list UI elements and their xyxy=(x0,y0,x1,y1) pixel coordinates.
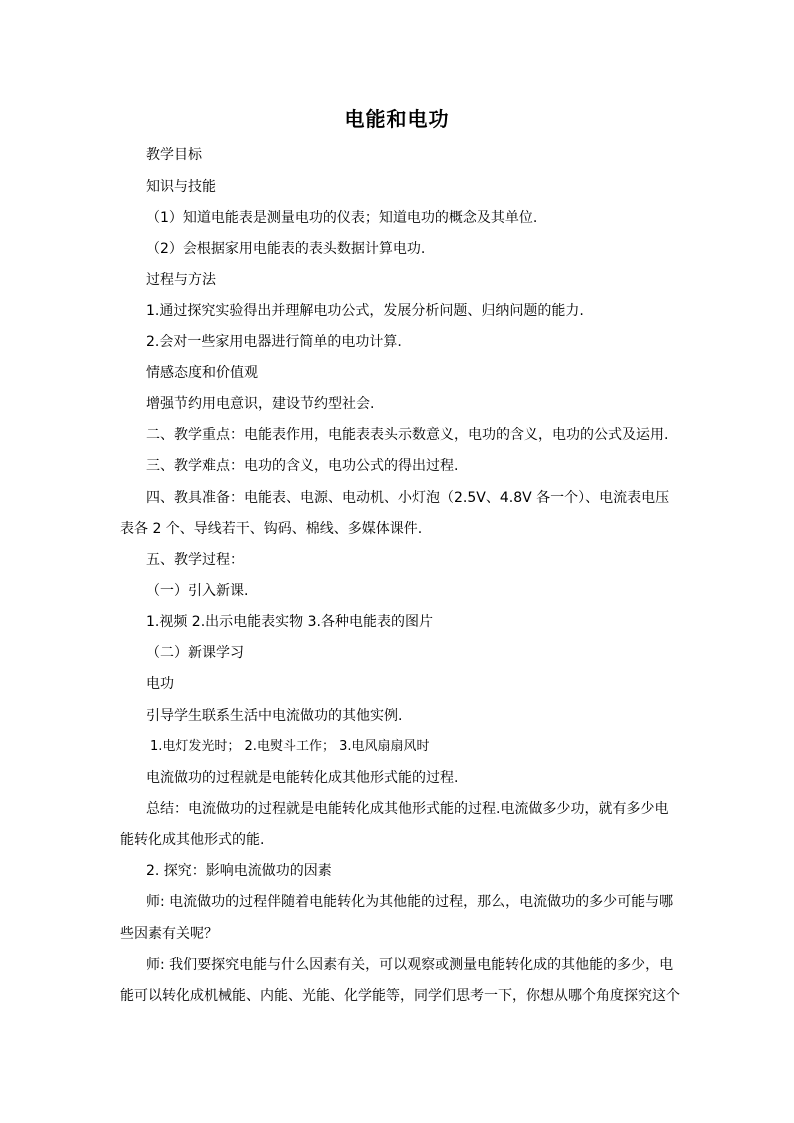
explore-heading: 2. 探究：影响电流做功的因素 xyxy=(146,863,332,879)
goal-item-1: （1）知道电能表是测量电功的仪表；知道电功的概念及其单位. xyxy=(146,210,538,226)
section-new-lesson-study: （二）新课学习 xyxy=(146,645,244,661)
work-process-statement: 电流做功的过程就是电能转化成其他形式能的过程. xyxy=(146,770,459,786)
subheading-knowledge-skills: 知识与技能 xyxy=(146,179,216,195)
teaching-key-points: 二、教学重点：电能表作用，电能表表头示数意义，电功的含义，电功的公式及运用. xyxy=(146,427,669,443)
document-title: 电能和电功 xyxy=(344,107,450,131)
examples-line: 1.电灯发光时； 2.电熨斗工作； 3.电风扇扇风时 xyxy=(150,739,430,754)
guide-students-line: 引导学生联系生活中电流做功的其他实例. xyxy=(146,708,403,724)
teaching-process-heading: 五、教学过程： xyxy=(146,552,244,568)
process-item-1: 1.通过探究实验得出并理解电功公式，发展分析问题、归纳问题的能力. xyxy=(146,303,584,319)
subheading-process-methods: 过程与方法 xyxy=(146,272,216,288)
teaching-difficulties: 三、教学难点：电功的含义，电功公式的得出过程. xyxy=(146,458,459,474)
teacher-statement-2-cont: 能可以转化成机械能、内能、光能、化学能等，同学们思考一下，你想从哪个角度探究这个 xyxy=(120,988,680,1004)
subheading-attitude-values: 情感态度和价值观 xyxy=(146,365,258,381)
teacher-statement-2: 师: 我们要探究电能与什么因素有关，可以观察或测量电能转化成的其他能的多少，电 xyxy=(146,957,674,973)
teaching-aids: 四、教具准备：电能表、电源、电动机、小灯泡（2.5V、4.8V 各一个）、电流表电压 xyxy=(146,490,670,506)
summary-line: 总结：电流做功的过程就是电能转化成其他形式能的过程.电流做多少功，就有多少电 xyxy=(146,801,669,817)
intro-items: 1.视频 2.出示电能表实物 3.各种电能表的图片 xyxy=(146,614,433,630)
attitude-item: 增强节约用电意识，建设节约型社会. xyxy=(146,396,375,412)
teacher-question-1-cont: 些因素有关呢？ xyxy=(120,926,218,942)
process-item-2: 2.会对一些家用电器进行简单的电功计算. xyxy=(146,334,402,350)
summary-line-cont: 能转化成其他形式的能. xyxy=(120,832,265,848)
goal-item-2: （2）会根据家用电能表的表头数据计算电功. xyxy=(146,241,426,257)
teaching-aids-cont: 表各 2 个、导线若干、钩码、棉线、多媒体课件. xyxy=(120,521,423,537)
teacher-question-1: 师: 电流做功的过程伴随着电能转化为其他能的过程，那么，电流做功的多少可能与哪 xyxy=(146,894,674,910)
subheading-electric-work: 电功 xyxy=(146,676,174,692)
heading-teaching-goals: 教学目标 xyxy=(146,147,202,163)
section-intro-new-lesson: （一）引入新课. xyxy=(146,583,249,599)
